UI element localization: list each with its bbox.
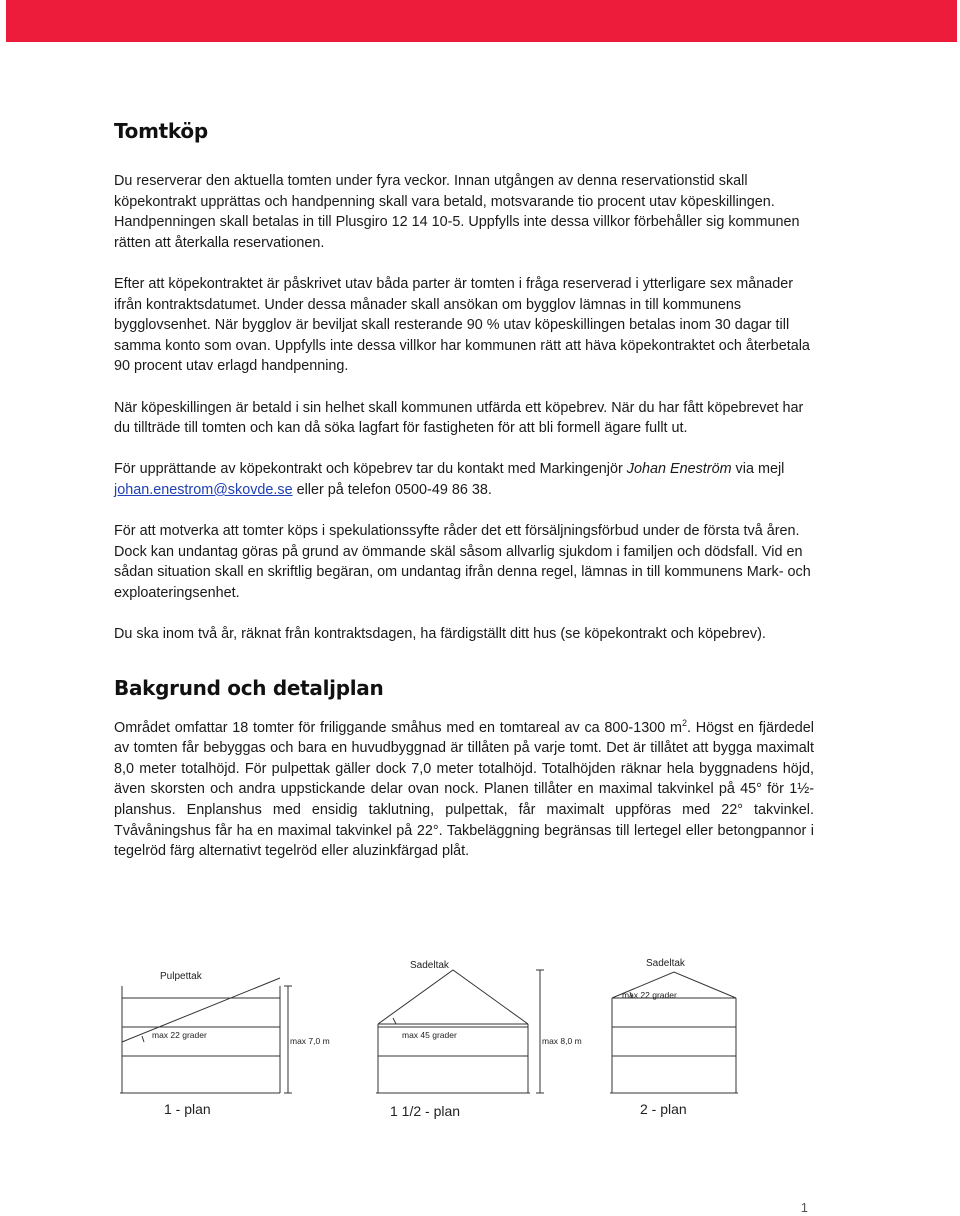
paragraph-fardigstallande: Du ska inom två år, räknat från kontraktsdagen, ha färdigställt ditt hus (se köpekontrakt och köpebrev).	[114, 626, 766, 643]
sadel-2-caption: 2 - plan	[640, 1101, 687, 1117]
paragraph-kopekontrakt: Efter att köpekontraktet är påskrivet utav båda parter är tomten i fråga reserverad i ytterligare sex månader ifrån kontraktsdatumet. Under dessa månader skall ansökan om bygglov lämnas in till kommunens bygglovsenhet. När bygglov är beviljat skall resterande 90 % utav köpeskillingen betalas inom 30 dagar till samma konto som ovan. Uppfylls inte dessa villkor har kommunen rätt att häva köpekontraktet och återbetala 90 procent utav erlagd handpenning.	[114, 275, 810, 375]
paragraph-detaljplan	[114, 718, 814, 862]
contact-text-mid: via mejl	[731, 461, 785, 478]
sadel-1-5-title: Sadeltak	[410, 960, 449, 971]
sadel-1-5-height-label: max 8,0 m	[542, 1036, 582, 1046]
paragraph-kopebrev: När köpeskillingen är betald i sin helhet skall kommunen utfärda ett köpebrev. När du har fått köpebrevet har du tillträde till tomten och kan då söka lagfart för fastigheten för att bli formell ägare fullt ut.	[114, 399, 804, 437]
roof-diagram-svg	[112, 950, 752, 1130]
contact-email-link[interactable]: johan.enestrom@skovde.se	[114, 481, 293, 498]
document-body	[114, 118, 814, 862]
detaljplan-superscript: 2	[681, 717, 687, 728]
paragraph-contact	[114, 459, 814, 500]
contact-text-after: eller på telefon 0500-49 86 38.	[292, 481, 492, 498]
sadel-1-5-caption: 1 1/2 - plan	[390, 1103, 461, 1119]
paragraph-reservation: Du reserverar den aktuella tomten under fyra veckor. Innan utgången av denna reservationstid skall köpekontrakt upprättas och handpenning skall vara betald, motsvarande tio procent utav köpeskillingen. Handpenningen skall betalas in till Plusgiro 12 14 10-5. Uppfylls inte dessa villkor förbehåller sig kommunen rätten att återkalla reservationen.	[114, 173, 800, 251]
heading-tomtkop: Tomtköp	[114, 119, 208, 143]
pulpet-title: Pulpettak	[160, 971, 202, 982]
pulpet-angle-label: max 22 grader	[152, 1030, 207, 1040]
page-number: 1	[800, 1200, 808, 1215]
pulpet-caption: 1 - plan	[164, 1101, 211, 1117]
contact-name: Johan Eneström	[626, 461, 732, 478]
contact-text-before: För upprättande av köpekontrakt och köpebrev tar du kontakt med Markingenjör	[114, 461, 627, 478]
heading-bakgrund: Bakgrund och detaljplan	[114, 675, 384, 700]
detaljplan-text-before: Området omfattar 18 tomter för friliggande småhus med en tomtareal av ca 800-1300 m	[114, 719, 682, 736]
top-color-bar	[6, 0, 957, 42]
roof-diagram	[112, 950, 752, 1130]
sadel-1-5-angle-label: max 45 grader	[402, 1030, 457, 1040]
detaljplan-text-after: . Högst en fjärdedel av tomten får bebyggas och bara en huvudbyggnad är tillåten på varje tomt. Det är tillåtet att bygga maximalt 8,0 meter totalhöjd. För pulpettak gäller dock 7,0 meter totalhöjd. Totalhöjden räknar hela byggnadens höjd, även skorsten och andra uppstickande delar ovan nock. Planen tillåter en maximal takvinkel på 45° för 1½-planshus. Enplanshus med ensidig taklutning, pulpettak, får maximalt uppföras med 22° takvinkel. Tvåvåningshus får ha en maximal takvinkel på 22°. Takbeläggning begränsas till lertegel eller betongpannor i tegelröd färg alternativt tegelröd eller aluzinkfärgad plåt.	[114, 719, 815, 860]
paragraph-forsaljningsforbud: För att motverka att tomter köps i spekulationssyfte råder det ett försäljningsförbud under de första två åren. Dock kan undantag göras på grund av ömmande skäl såsom allvarlig sjukdom i familjen och dödsfall. Vid en sådan situation skall en skriftlig begäran, om undantag ifrån denna regel, lämnas in till kommunens Mark- och exploateringsenhet.	[114, 523, 811, 601]
sadel-2-angle-label: max 22 grader	[622, 990, 677, 1000]
pulpet-height-label: max 7,0 m	[290, 1036, 330, 1046]
sadel-2-title: Sadeltak	[646, 958, 685, 969]
